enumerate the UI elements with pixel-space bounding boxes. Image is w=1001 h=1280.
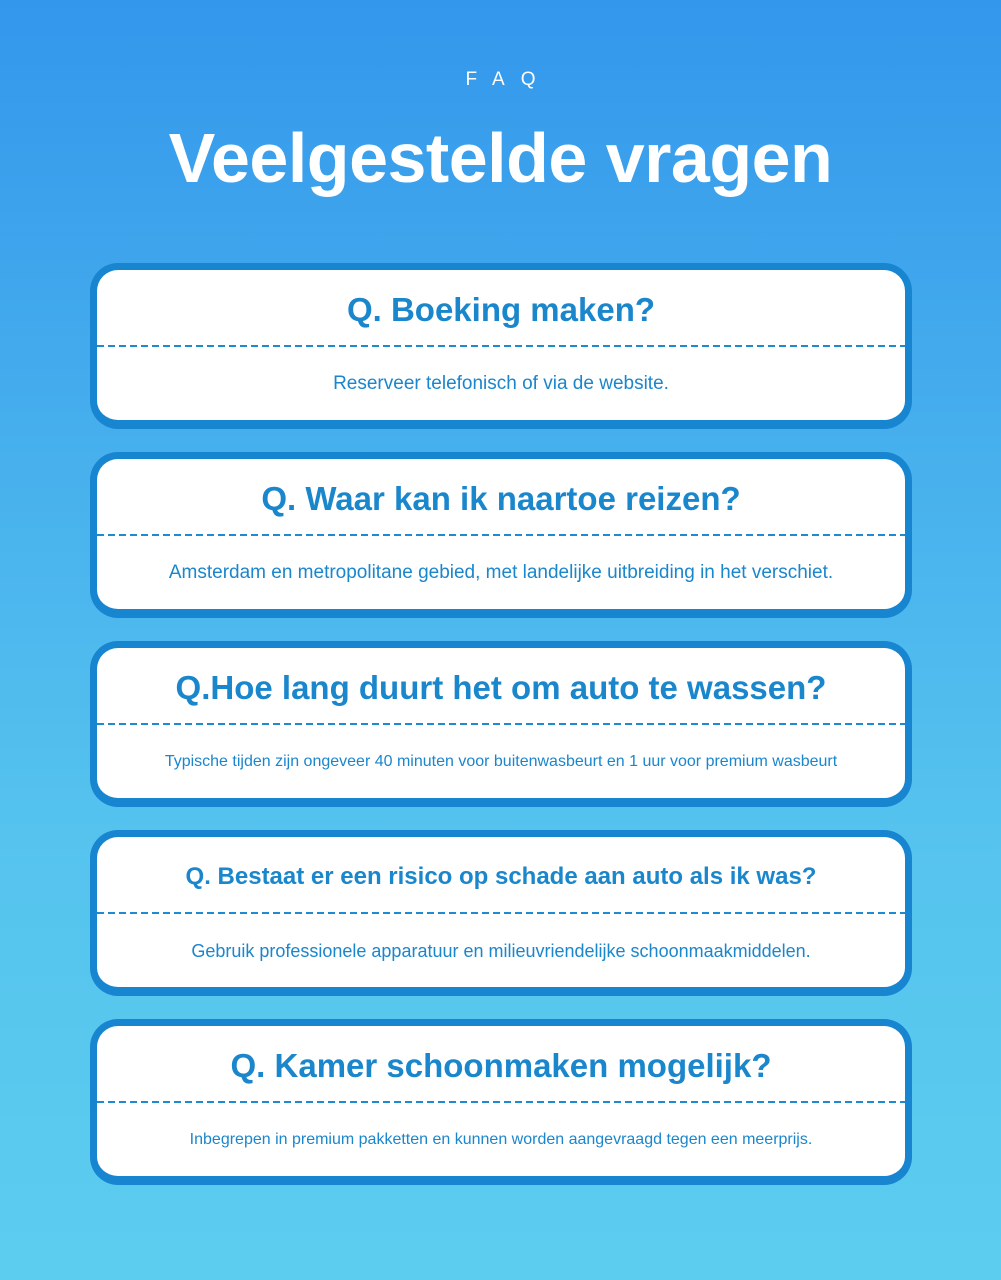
dashed-divider xyxy=(97,723,905,725)
faq-card-booking xyxy=(90,263,912,429)
faq-answer: Reserveer telefonisch of via de website. xyxy=(333,373,669,394)
faq-card-destinations xyxy=(90,452,912,618)
faq-question: Q.Hoe lang duurt het om auto te wassen? xyxy=(175,669,827,706)
page-title: Veelgestelde vragen xyxy=(168,119,833,197)
faq-answer: Typische tijden zijn ongeveer 40 minuten voor buitenwasbeurt en 1 uur voor premium wasbeurt xyxy=(164,753,838,770)
faq-question: Q. Bestaat er een risico op schade aan auto als ik was? xyxy=(185,863,817,890)
dashed-divider xyxy=(97,345,905,347)
dashed-divider xyxy=(97,912,905,914)
faq-eyebrow-label: FAQ xyxy=(465,69,552,90)
faq-answer: Amsterdam en metropolitane gebied, met landelijke uitbreiding in het verschiet. xyxy=(168,562,834,583)
faq-question: Q. Boeking maken? xyxy=(346,291,656,328)
dashed-divider xyxy=(97,1101,905,1103)
faq-card-wash-duration xyxy=(90,641,912,807)
faq-question: Q. Waar kan ik naartoe reizen? xyxy=(261,480,741,517)
faq-answer: Gebruik professionele apparatuur en milieuvriendelijke schoonmaakmiddelen. xyxy=(191,941,811,961)
dashed-divider xyxy=(97,534,905,536)
faq-answer: Inbegrepen in premium pakketten en kunnen worden aangevraagd tegen een meerprijs. xyxy=(189,1131,813,1148)
faq-question: Q. Kamer schoonmaken mogelijk? xyxy=(230,1047,772,1084)
faq-card-room-cleaning xyxy=(90,1019,912,1185)
faq-card-damage-risk xyxy=(90,830,912,996)
